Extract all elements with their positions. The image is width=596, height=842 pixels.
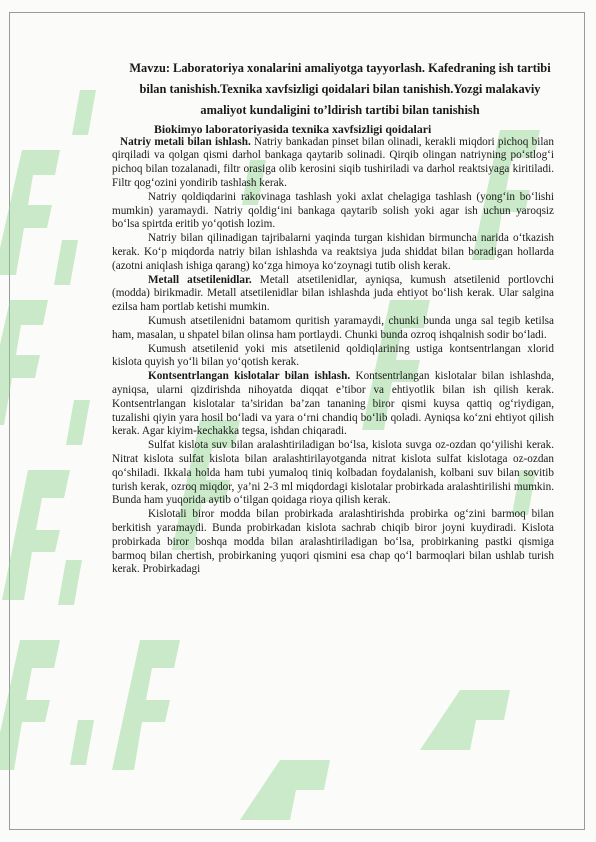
paragraph-lead: Natriy metali bilan ishlash. [120, 135, 251, 148]
paragraph-lead: Kontsentrlangan kislotalar bilan ishlash. [148, 370, 351, 383]
paragraph [112, 343, 554, 371]
paragraph-text: Natriy bilan qilinadigan tajribalarni yaqinda turgan kishidan birmuncha narida o‘tkazish kerak. Ko‘p miqdorda natriy bilan ishlashda va reaktsiya juda shiddat bilan boradigan hollarda (azotni aniqlash ishiga qarang) ko‘zga himoya ko‘zoynagi tutib olish kerak. [112, 232, 554, 272]
section-heading: Biokimyo laboratoriyasida texnika xavfsizligi qoidalari [154, 121, 432, 136]
paragraph [112, 370, 554, 439]
paragraph-text: Kontsentrlangan kislotalar bilan ishlashda, ayniqsa, ularni qizdirishda nihoyatda diqqat e’tibor va ehtiyotlik bilan ish qilish kerak. Kontsentrlangan kislotalar ta’siridan ba’zan tananing biror qismi kuysa qattiq og‘riydigan, tuzalishi qiyin yara hosil bo‘ladi va yara o‘rni chandiq bo‘lib qoladi. Ayniqsa ko‘zni ehtiyot qilish kerak. Agar kiyim-kechakka tegsa, ishdan chiqaradi. [112, 370, 554, 438]
paragraph-text: Kumush atsetilenid yoki mis atsetilenid qoldiqlarining ustiga kontsentrlangan xlorid kislota quyish yo‘li bilan yo‘qotish kerak. [112, 342, 554, 369]
paragraph-lead: Metall atsetilenidlar. [148, 273, 252, 286]
paragraph [112, 439, 554, 508]
paragraph-text: Kislotali biror modda bilan probirkada aralashtirishda probirka og‘zini barmoq bilan berkitish yaramaydi. Bunda probirkadan kislota sachrab chiqib biror joyni kuydiradi. Kislota probirkada biror boshqa modda bilan aralashtiriladigan bo‘lsa, probirkaning pastki qismiga barmoq bilan chertish, probirkaning yuqori qismini esa chap qo‘l barmoqlari bilan ushlab turish kerak. Probirkadagi [112, 508, 554, 576]
document-body [112, 58, 554, 577]
paragraph-text: Metall atsetilenidlar, ayniqsa, kumush atsetilenid portlovchi (modda) birikmadir. Metall atsetilenidlar bilan ishlashda juda ehtiyot bo‘lish kerak. Ular salgina ezilsa ham portlab ketishi mumkin. [112, 273, 554, 314]
paragraph-text: Kumush atsetilenidni batamom quritish yaramaydi, chunki bunda unga sal tegib ketilsa ham, masalan, u shpatel bilan olinsa ham portlaydi. Chunki bunda ozroq ishqalnish sodir bo‘ladi. [112, 314, 554, 341]
page-title: Mavzu: Laboratoriya xonalarini amaliyotga tayyorlash. Kafedraning ish tartibi bilan tanishish.Texnika xavfsizligi qoidalari bilan tanishish.Yozgi malakaviy amaliyot kundaligini to’ldirish tartibi bilan tanishish [129, 61, 551, 118]
paragraph [112, 508, 554, 577]
paragraph-text: Sulfat kislota suv bilan aralashtiriladigan bo‘lsa, kislota suvga oz-ozdan qo‘yilishi kerak. Nitrat kislota sulfat kislota bilan aralashtirilayotganda nitrat kislota sulfat kislotaga oz-ozdan qo‘shiladi. Ikkala holda ham tubi yumaloq tiniq kolbadan foydalanish, kolbani suv bilan sovitib turish kerak, ozroq miqdor, ya’ni 2-3 ml miqdordagi kislotalar probirkada aralashtirilishi mumkin. Bunda ham yuqorida aytib o‘tilgan qoidaga rioya qilish kerak. [112, 439, 554, 507]
paragraph [112, 274, 554, 315]
paragraph-text: Natriy qoldiqdarini rakovinaga tashlash yoki axlat chelagiga tashlash (yong‘in bo‘lishi mumkin) yaramaydi. Natriy qoldig‘ini bankaga qaytarib solish yoki agar ish uchun yaroqsiz bo‘lsa spirtda eritib yo‘qotish lozim. [112, 190, 554, 231]
paragraph [112, 191, 554, 232]
paragraph [112, 315, 554, 343]
paragraph-text: Natriy bankadan pinset bilan olinadi, kerakli miqdori pichoq bilan qirqiladi va qolgan qismi darhol bankaga qaytarib solinadi. Qirqib olingan natriyning po‘stlog‘i pichoq bilan tozalanadi, filtr orasiga olib kerosini siqib tushiriladi va darhol reaktsiyaga kiritiladi. Filtr qog‘ozini yondirib tashlash kerak. [112, 135, 554, 189]
paragraph [112, 232, 554, 273]
paragraph [112, 136, 554, 191]
